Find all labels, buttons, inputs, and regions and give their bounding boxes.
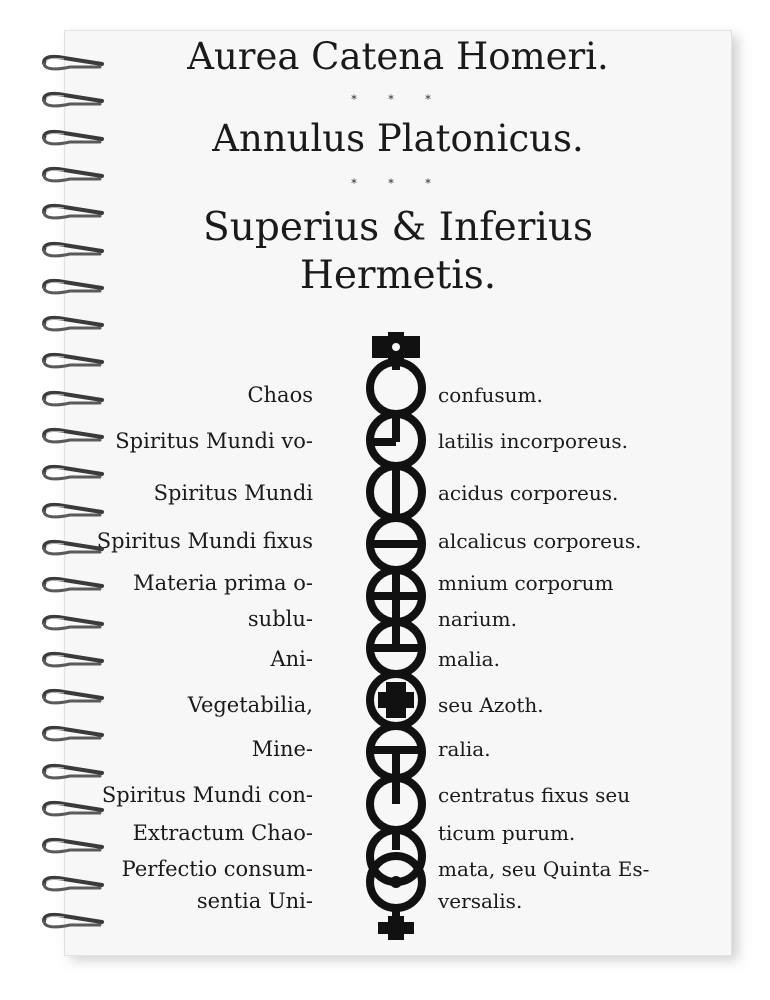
binding-coil bbox=[40, 912, 106, 930]
cross-top-symbol bbox=[372, 332, 420, 362]
binding-coil bbox=[40, 875, 106, 893]
row-right-text: narium. bbox=[438, 607, 517, 631]
spiritus-fixus-circle bbox=[370, 518, 422, 570]
title-line-1: Aurea Catena Homeri. bbox=[187, 35, 609, 78]
binding-coil bbox=[40, 315, 106, 333]
binding-coil bbox=[40, 203, 106, 221]
row-right-text: malia. bbox=[438, 647, 500, 671]
row-right-text: ralia. bbox=[438, 737, 491, 761]
cross-bottom-symbol bbox=[378, 916, 414, 940]
row-right-text: versalis. bbox=[438, 889, 523, 913]
binding-coil bbox=[40, 688, 106, 706]
mineralia-circle bbox=[370, 726, 422, 778]
binding-coil bbox=[40, 763, 106, 781]
row-left-text: sublu- bbox=[247, 607, 313, 631]
binding-coil bbox=[40, 651, 106, 669]
spiritus-volatilis-circle bbox=[370, 414, 422, 466]
spiritus-acidus-circle bbox=[370, 466, 422, 518]
row-left-text: Vegetabilia, bbox=[187, 693, 313, 717]
stars-ornament-2: * * * bbox=[351, 177, 445, 190]
row-left-text: Spiritus Mundi fixus bbox=[96, 529, 313, 553]
binding-coil bbox=[40, 166, 106, 184]
binding-coil bbox=[40, 427, 106, 445]
row-right-text: alcalicus corporeus. bbox=[438, 529, 642, 553]
binding-coil bbox=[40, 390, 106, 408]
row-left-text: Mine- bbox=[251, 737, 313, 761]
binding-coil bbox=[40, 576, 106, 594]
row-right-text: ticum purum. bbox=[438, 821, 576, 845]
row-left-text: Extractum Chao- bbox=[132, 821, 313, 845]
binding-coil bbox=[40, 241, 106, 259]
binding-coil bbox=[40, 352, 106, 370]
binding-coil bbox=[40, 91, 106, 109]
row-left-text: Spiritus Mundi vo- bbox=[115, 429, 313, 453]
row-right-text: mata, seu Quinta Es- bbox=[438, 857, 650, 881]
row-left-text: Ani- bbox=[270, 647, 313, 671]
binding-coil bbox=[40, 837, 106, 855]
stars-ornament-1: * * * bbox=[351, 93, 445, 106]
vegetabilia-cross-circle bbox=[370, 674, 422, 726]
row-right-text: mnium corporum bbox=[438, 571, 614, 595]
title-line-4: Hermetis. bbox=[299, 253, 497, 298]
row-right-text: seu Azoth. bbox=[438, 693, 544, 717]
binding-coil bbox=[40, 539, 106, 557]
binding-coil bbox=[40, 129, 106, 147]
row-left-text: Chaos bbox=[247, 383, 313, 407]
binding-coil bbox=[40, 54, 106, 72]
binding-coil bbox=[40, 464, 106, 482]
title-line-2: Annulus Platonicus. bbox=[212, 117, 584, 160]
spiritus-concentratus-circle bbox=[370, 778, 422, 830]
title-line-3: Superius & Inferius bbox=[203, 205, 593, 250]
row-right-text: confusum. bbox=[438, 383, 543, 407]
binding-coil bbox=[40, 614, 106, 632]
chain-bottom bbox=[356, 840, 436, 940]
materia-prima-circle bbox=[370, 570, 422, 622]
row-left-text: Materia prima o- bbox=[133, 571, 313, 595]
animalia-circle bbox=[370, 622, 422, 674]
row-left-text: Spiritus Mundi con- bbox=[101, 783, 313, 807]
row-left-text: sentia Uni- bbox=[196, 889, 313, 913]
binding-coil bbox=[40, 278, 106, 296]
row-right-text: acidus corporeus. bbox=[438, 481, 619, 505]
binding-coil bbox=[40, 800, 106, 818]
dot-icon bbox=[390, 876, 402, 888]
row-right-text: latilis incorporeus. bbox=[438, 429, 628, 453]
row-left-text: Spiritus Mundi bbox=[153, 481, 313, 505]
row-left-text: Perfectio consum- bbox=[121, 857, 313, 881]
binding-coil bbox=[40, 725, 106, 743]
row-right-text: centratus fixus seu bbox=[438, 783, 631, 807]
binding-coil bbox=[40, 502, 106, 520]
